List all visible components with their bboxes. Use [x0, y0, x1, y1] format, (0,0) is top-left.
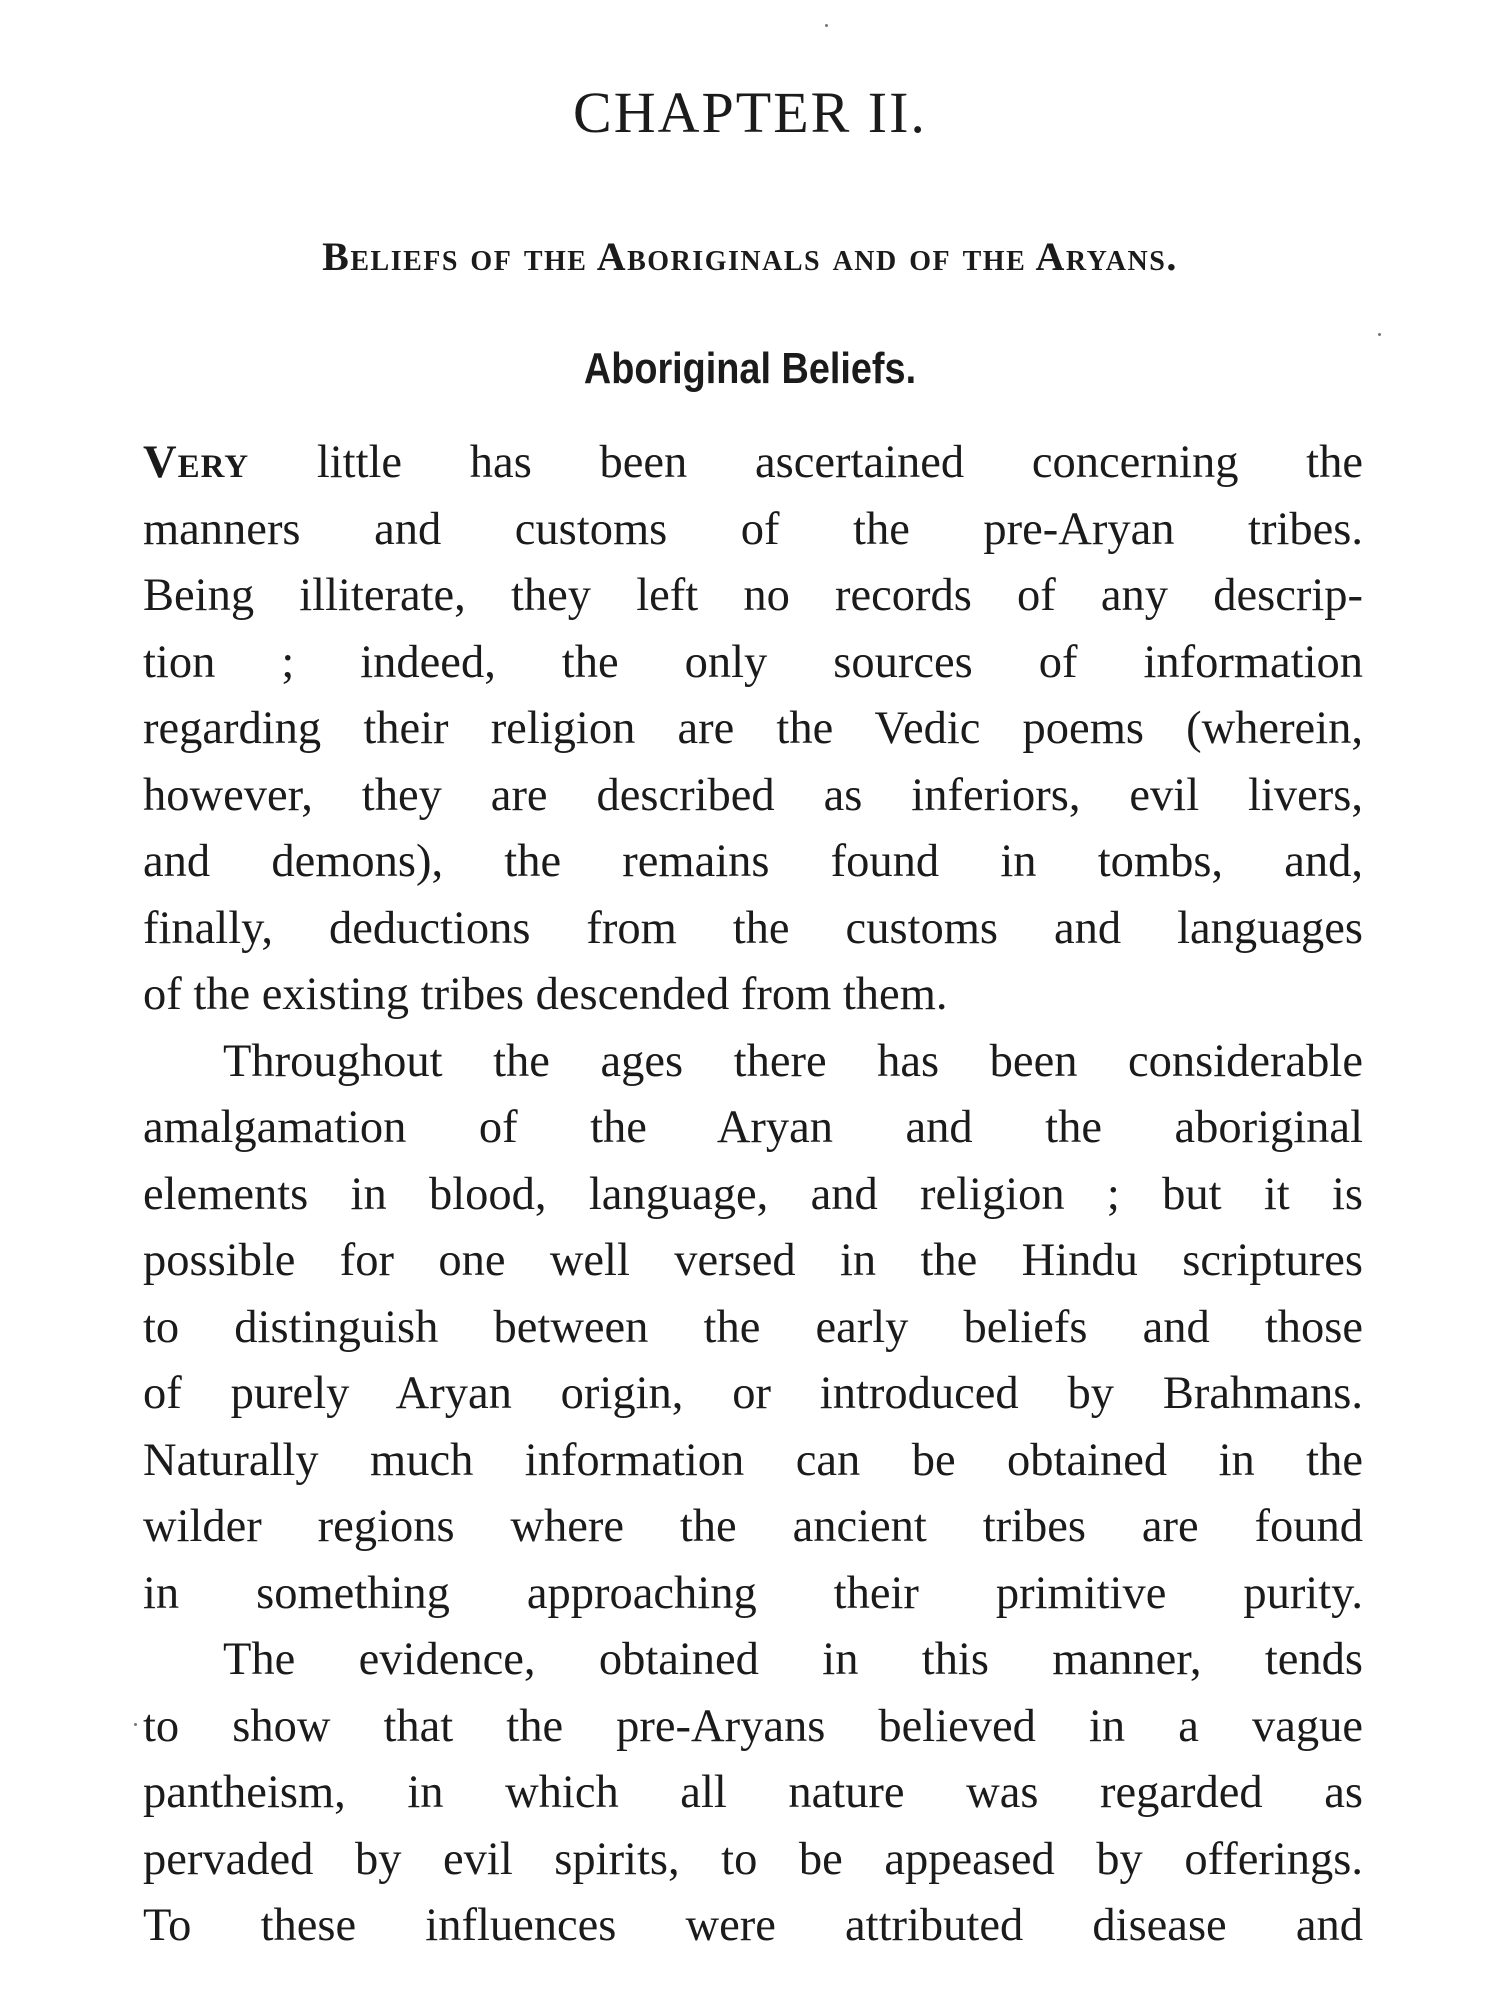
- paragraph-2: [143, 1029, 1363, 1628]
- text-line: regarding their religion are the Vedic poems (wherein,: [143, 703, 1363, 754]
- text-line: The evidence, obtained in this manner, tends: [223, 1634, 1363, 1685]
- text-line: finally, deductions from the customs and languages: [143, 902, 1363, 954]
- chapter-title: CHAPTER II.: [573, 80, 927, 145]
- text-line: of the existing tribes descended from them.: [143, 969, 948, 1020]
- text-line: manners and customs of the pre-Aryan tribes.: [143, 503, 1363, 555]
- text-line: pantheism, in which all nature was regarded as: [143, 1767, 1363, 1818]
- text-line: To these influences were attributed disease and: [143, 1900, 1363, 1951]
- subsection-title: Aboriginal Beliefs.: [583, 344, 917, 393]
- text-line: in something approaching their primitive purity.: [143, 1567, 1363, 1619]
- body-text: [143, 430, 1363, 1960]
- text-line: Naturally much information can be obtained in the: [143, 1434, 1363, 1486]
- drop-word: Very: [143, 437, 250, 488]
- print-speck: [134, 1723, 137, 1726]
- text-line: and demons), the remains found in tombs, and,: [143, 836, 1363, 887]
- text-line: Very little has been ascertained concerning the: [143, 437, 1363, 488]
- text-line: elements in blood, language, and religion ; but it is: [143, 1168, 1363, 1220]
- text-line: of purely Aryan origin, or introduced by Brahmans.: [143, 1368, 1363, 1419]
- text-line: Being illiterate, they left no records of any descrip-: [143, 570, 1363, 621]
- text-line: amalgamation of the Aryan and the aboriginal: [143, 1102, 1363, 1153]
- print-speck: [825, 24, 828, 27]
- paragraph-3: [143, 1627, 1363, 1960]
- paragraph-1: [143, 430, 1363, 1029]
- text-line: however, they are described as inferiors, evil livers,: [143, 769, 1363, 821]
- text-line: to distinguish between the early beliefs and those: [143, 1301, 1363, 1353]
- text-line: tion ; indeed, the only sources of information: [143, 636, 1363, 688]
- text-line: to show that the pre-Aryans believed in a vague: [143, 1700, 1363, 1752]
- text-line: possible for one well versed in the Hindu scriptures: [143, 1235, 1363, 1286]
- section-title: Beliefs of the Aboriginals and of the Aryans.: [322, 234, 1178, 279]
- text-line: wilder regions where the ancient tribes are found: [143, 1501, 1363, 1552]
- text-line: pervaded by evil spirits, to be appeased by offerings.: [143, 1833, 1363, 1885]
- print-speck: [1378, 333, 1381, 336]
- text-line: Throughout the ages there has been considerable: [223, 1035, 1363, 1087]
